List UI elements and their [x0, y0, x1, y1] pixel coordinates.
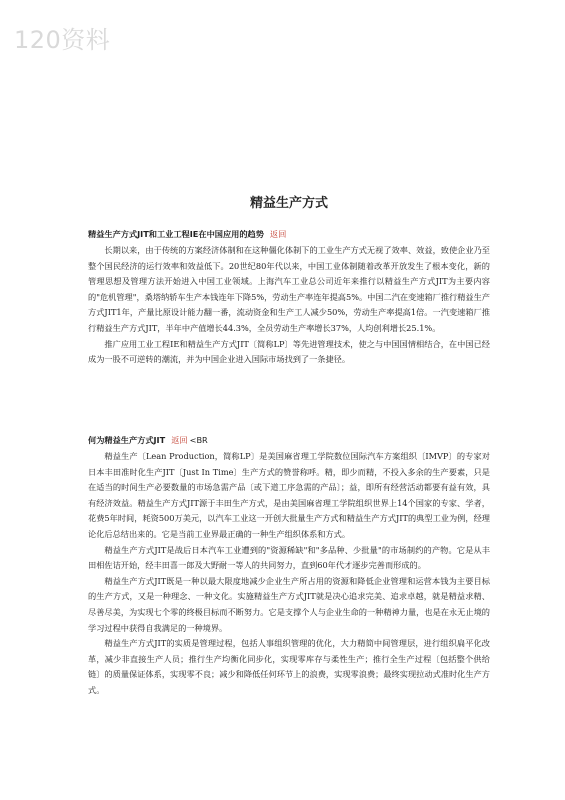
paragraph: 长期以来，由于传统的方案经济体制和在这种僵化体制下的工业生产方式无视了效率、效益，致使企业乃至整个国民经济的运行效率和效益低下。20世纪80年代以来，中国工业体制随着改革开放发生了根本变化，新的管理思想及管理方法开始进入中国工业领域。上海汽车工业总公司近年来推行以精益生产方式JIT为主要内容的"危机管理"，桑塔纳轿车生产本钱连年下降5%，劳动生产率连年提高5%。中国二汽在变速箱厂推行精益生产方式JIT1年，产量比原设计能力翻一番，流动资金和生产工人减少50%，劳动生产率提高1倍。一汽变速箱厂推行精益生产方式JIT，半年中产值增长44.3%，全员劳动生产率增长37%，人均创利增长25.1%。: [88, 245, 490, 333]
paragraph: 精益生产方式JIT的实质是管理过程，包括人事组织管理的优化，大力精简中间管理层，进行组织扁平化改革，减少非直接生产人员；推行生产均衡化同步化，实现零库存与柔性生产；推行全生产过程〔包括整个供给链〕的质量保证体系，实现零不良；减少和降低任何环节上的浪费，实现零浪费；最终实现拉动式准时化生产方式。: [88, 638, 490, 695]
paragraph: 精益生产方式JIT既是一种以最大限度地减少企业生产所占用的资源和降低企业管理和运营本钱为主要目标的生产方式，又是一种理念、一种文化。实施精益生产方式JIT就是决心追求完美、追求卓越，就是精益求精、尽善尽美，为实现七个零的终极目标而不断努力。它是支撑个人与企业生命的一种精神力量，也是在永无止境的学习过程中获得自我满足的一种境界。: [88, 575, 490, 633]
section-heading: [88, 432, 490, 449]
watermark-logo: 120资料: [14, 26, 111, 54]
document-title: 精益生产方式: [249, 196, 328, 211]
back-link[interactable]: 返回: [269, 229, 287, 239]
section-what-is-jit: [88, 432, 490, 699]
section-heading: [88, 226, 490, 243]
section-jit-ie-trend: [88, 226, 490, 368]
paragraph: 推广应用工业工程IE和精益生产方式JIT〔简称LP〕等先进管理技术，使之与中国国情相结合，在中国已经成为一股不可逆转的潮流，并为中国企业进入国际市场找到了一条捷径。: [88, 338, 490, 365]
heading-trailing-text: <BR: [189, 435, 208, 445]
paragraph: 精益生产〔Lean Production，简称LP〕是美国麻省理工学院数位国际汽车方案组织〔IMVP〕的专家对日本丰田准时化生产JIT〔Just In Time〕生产方式的赞誉称呼。精，即少而精，不投入多余的生产要素，只是在适当的时间生产必要数量的市场急需产品〔或下道工序急需的产品〕；益，即所有经营活动都要有益有效，具有经济效益。精益生产方式JIT源于丰田生产方式，是由美国麻省理工学院组织世界上14个国家的专家、学者，花费5年时间，耗资500万美元，以汽车工业这一开创大批量生产方式和精益生产方式JIT的典型工业为例，经理论化后总结出来的。它是当前工业界最正确的一种生产组织体系和方式。: [88, 451, 490, 539]
paragraph: 精益生产方式JIT是战后日本汽车工业遭到的"资源稀缺"和"多品种、少批量"的市场制约的产物。它是从丰田相佐诘开始，经丰田喜一郎及大野耐一等人的共同努力，直到60年代才逐步完善而形成的。: [88, 544, 490, 571]
section-heading-text: 精益生产方式JIT和工业工程IE在中国应用的趋势: [88, 229, 264, 239]
section-heading-text: 何为精益生产方式JIT: [88, 435, 166, 445]
back-link[interactable]: 返回: [171, 435, 188, 445]
